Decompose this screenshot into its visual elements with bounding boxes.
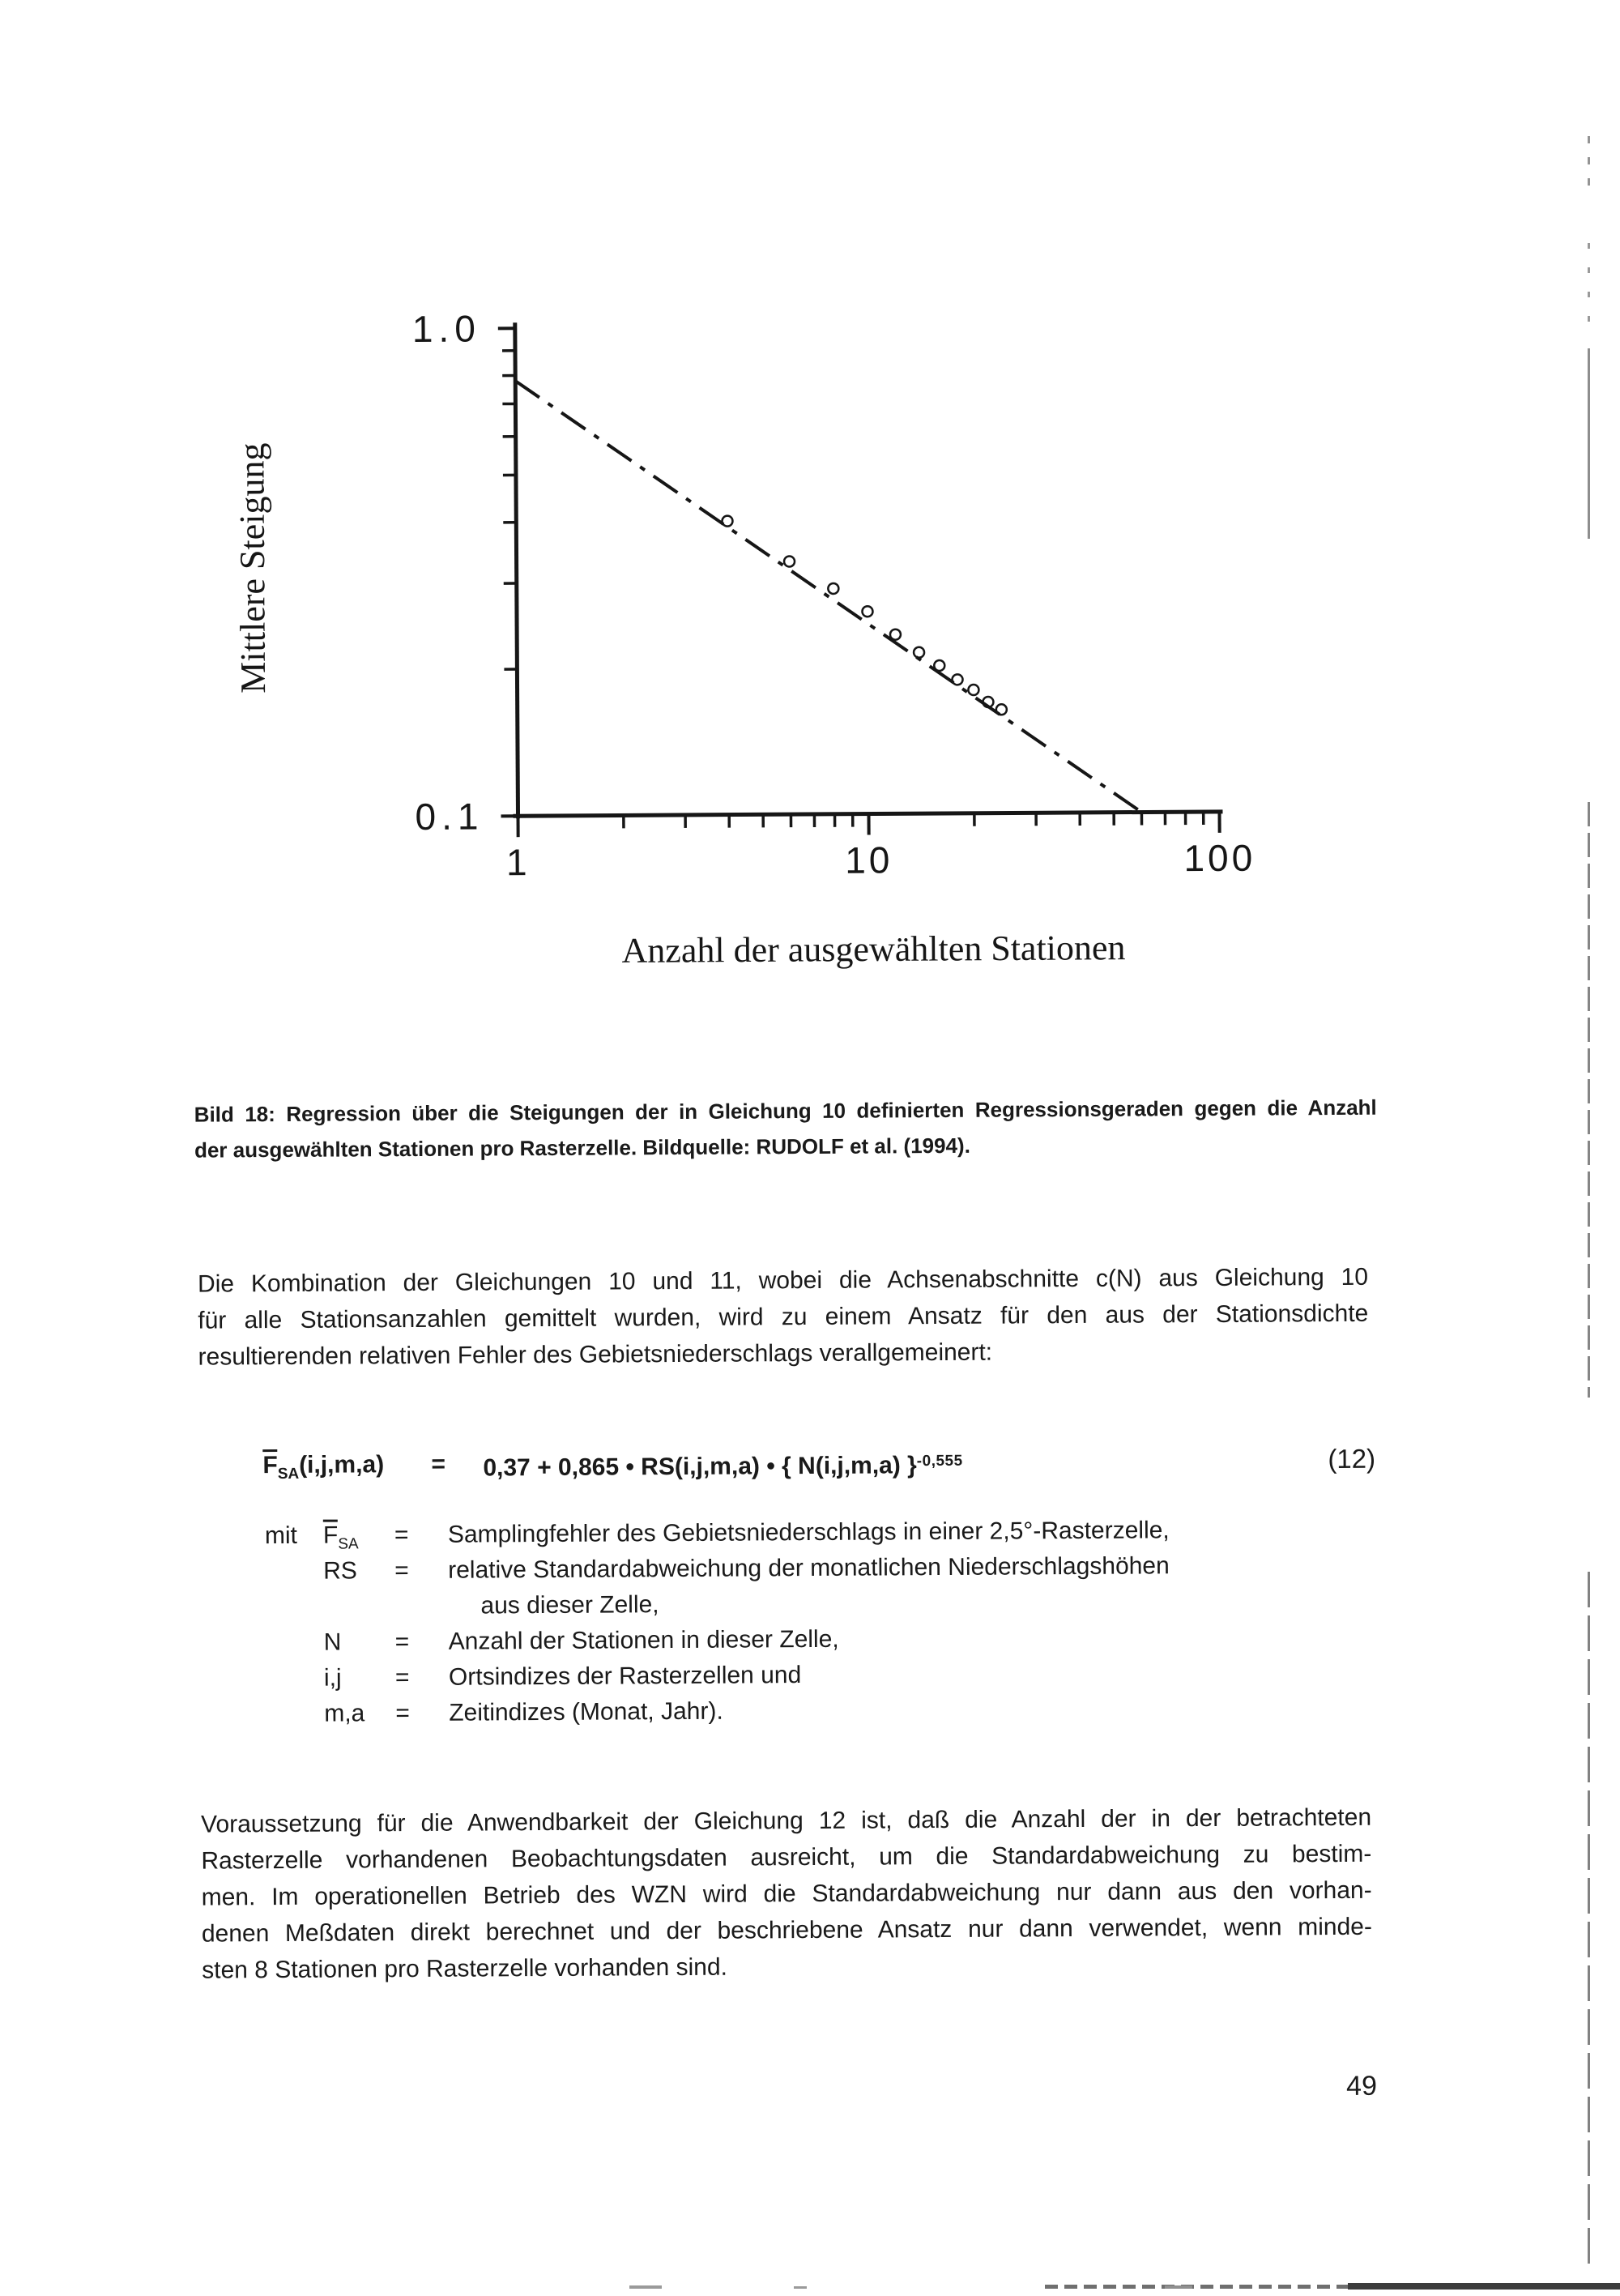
equals-sign: = [394, 1553, 448, 1589]
text-line: denen Meßdaten direkt berechnet und der beschriebene Ansatz nur dann verwendet, wenn minde- [202, 1909, 1372, 1952]
definition-text: relative Standardabweichung der monatlichen Niederschlagshöhen [448, 1548, 1170, 1588]
figure-caption [194, 1090, 1378, 1168]
definition-text: Ortsindizes der Rasterzellen und [449, 1655, 1170, 1695]
x-tick-label: 100 [1183, 837, 1256, 880]
text-line: Rasterzelle vorhandenen Beobachtungsdaten ausreicht, um die Standardabweichung zu bestim- [201, 1836, 1371, 1880]
definition-text: Samplingfehler des Gebietsniederschlags in einer 2,5°-Rasterzelle, [448, 1513, 1170, 1552]
equals-sign: = [395, 1660, 449, 1696]
equation-number: (12) [1328, 1443, 1375, 1475]
page-number: 49 [1346, 2071, 1377, 2102]
text-line: für alle Stationsanzahlen gemittelt wurden, wird zu einem Ansatz für den aus der Stationsdichte [198, 1295, 1368, 1339]
caption-line: der ausgewählten Stationen pro Rasterzelle. Bildquelle: RUDOLF et al. (1994). [194, 1125, 1377, 1168]
definition-intro: mit [265, 1518, 323, 1554]
regression-line [515, 377, 1141, 816]
definition-symbol: i,j [324, 1660, 395, 1696]
f-bar-symbol: F [262, 1449, 278, 1478]
equation-arguments: (i,j,m,a) [299, 1451, 384, 1479]
data-point [996, 704, 1007, 715]
scan-artifact-right-edge [1588, 802, 1590, 1398]
data-point [890, 629, 901, 640]
y-axis-line [515, 322, 518, 818]
equals-sign: = [395, 1624, 449, 1660]
data-point [968, 685, 978, 695]
body-paragraph [201, 1799, 1372, 1989]
definition-symbol: N [324, 1624, 395, 1661]
scan-artifact-right-edge [1588, 136, 1590, 197]
data-point [934, 660, 944, 671]
scan-artifact-right-edge [1588, 348, 1590, 539]
y-tick-label: 1.0 [412, 307, 481, 350]
caption-line: Bild 18: Regression über die Steigungen der in Gleichung 10 definierten Regressionsgeraden gegen die Anzahl [194, 1090, 1377, 1133]
equation-lhs [262, 1449, 384, 1491]
text-line: Die Kombination der Gleichungen 10 und 11, wobei die Achsenabschnitte c(N) aus Gleichung 10 [198, 1259, 1368, 1303]
data-point [914, 647, 924, 658]
definition-text: Zeitindizes (Monat, Jahr). [449, 1691, 1170, 1731]
data-point [722, 516, 732, 527]
y-tick-label: 0.1 [415, 795, 484, 838]
definition-symbol: RS [323, 1553, 394, 1590]
equation-12 [2, 1441, 1620, 1487]
text-line: resultierenden relativen Fehler des Gebietsniederschlags verallgemeinert: [198, 1332, 1368, 1376]
equals-sign: = [431, 1449, 446, 1481]
x-axis-label: Anzahl der ausgewählten Stationen [621, 927, 1125, 971]
scan-artifact-bottom-edge [629, 2285, 662, 2289]
definition-text-continuation: aus dieser Zelle, [448, 1584, 1170, 1624]
data-point [828, 583, 838, 594]
data-point [784, 556, 795, 566]
scan-artifact-right-edge [1588, 243, 1590, 340]
equals-sign: = [395, 1696, 449, 1731]
text-line: Voraussetzung für die Anwendbarkeit der Gleichung 12 ist, daß die Anzahl der in der betrachteten [201, 1799, 1371, 1843]
scan-artifact-right-edge [1588, 1572, 1590, 2264]
y-axis-label: Mittlere Steigung [231, 442, 274, 693]
text-line: sten 8 Stationen pro Rasterzelle vorhanden sind. [202, 1945, 1372, 1989]
figure-bild-18 [0, 0, 1613, 5]
scan-artifact-bottom-edge [1045, 2285, 1348, 2289]
equation-rhs: 0,37 + 0,865 • RS(i,j,m,a) • { N(i,j,m,a) }$^{-0,555}$ [483, 1445, 963, 1485]
definition-symbol: m,a [324, 1696, 395, 1732]
equation-exponent: -0,555 [917, 1453, 963, 1470]
data-point [862, 606, 872, 617]
scan-artifact-bottom-edge [1165, 2285, 1192, 2289]
body-paragraph [198, 1259, 1369, 1376]
definition-list [265, 1513, 1170, 1732]
equals-sign: = [394, 1517, 448, 1553]
scan-artifact-bottom-edge [1348, 2283, 1620, 2290]
x-tick-label: 1 [506, 841, 531, 883]
definition-text: Anzahl der Stationen in dieser Zelle, [449, 1620, 1170, 1659]
data-point [952, 674, 962, 685]
definition-symbol: $F_{SA}$ [323, 1517, 394, 1563]
subscript-sa: SA [278, 1466, 300, 1483]
text-line: men. Im operationellen Betrieb des WZN wird die Standardabweichung nur dann aus den vorhan- [202, 1872, 1372, 1916]
x-tick-label: 10 [845, 839, 893, 881]
scan-artifact-bottom-edge [794, 2286, 807, 2289]
